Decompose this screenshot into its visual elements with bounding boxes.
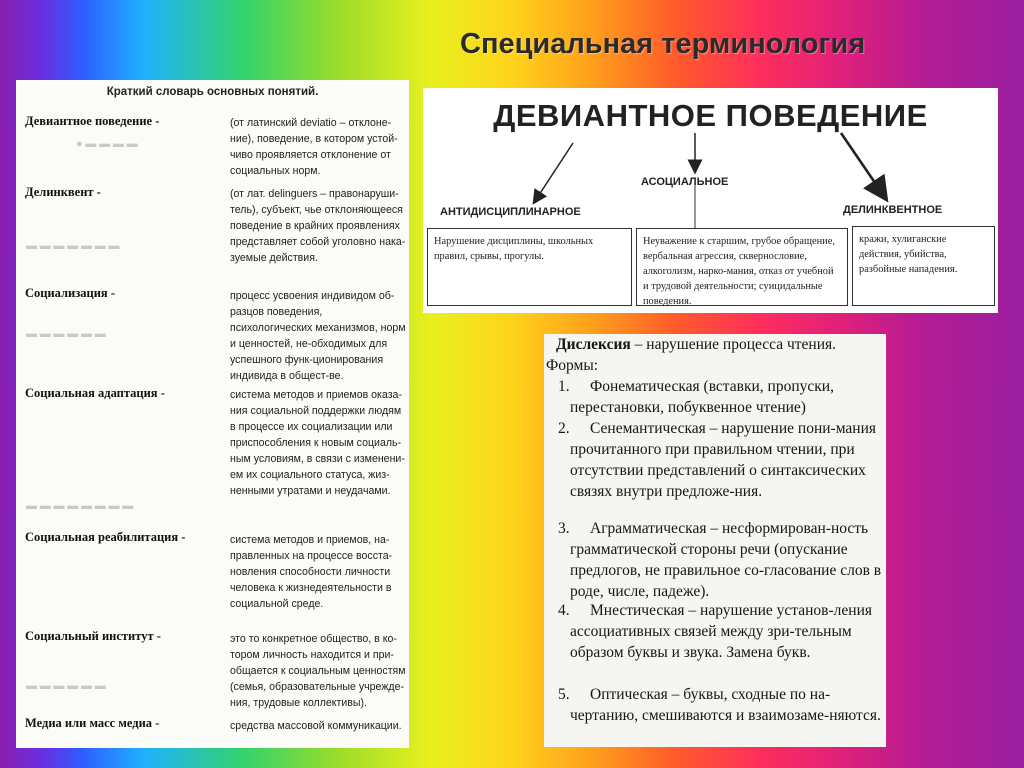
category-antidisciplinary: АНТИДИСЦИПЛИНАРНОЕ — [440, 206, 581, 218]
dyslexia-definition: – нарушение процесса чтения. — [630, 336, 837, 353]
glossary-definition: система методов и приемов, на-правленных на процессе восста-новления способности личности человека к жизнедеятельности в социальной среде. — [230, 534, 393, 610]
antidisciplinary-description: Нарушение дисциплины, школьных правил, срывы, прогулы. — [427, 228, 632, 306]
glossary-definition: это то конкретное общество, в ко-тором личность находится и при-общается к социальным ценностям (семья, образовательные учрежде-ния, трудовые коллективы). — [230, 633, 406, 709]
arrow-to-delinquent — [841, 133, 884, 196]
glossary-term: Социальная реабилитация - — [25, 530, 186, 544]
form-text: Фонематическая (вставки, пропуски, перестановки, побуквенное чтение) — [570, 378, 834, 416]
form-text: Оптическая – буквы, сходные по на-чертанию, смешиваются и взаимозаме-няются. — [570, 686, 881, 724]
asocial-description: Неуважение к старшим, грубое обращение, вербальная агрессия, сквернословие, алкоголизм, нарко-мания, отказ от учебной и трудовой деятельности; суицидальные поведения. — [636, 228, 848, 306]
glossary-panel — [16, 80, 409, 748]
dyslexia-form-item — [558, 684, 884, 726]
glossary-term: Делинквент - — [25, 185, 101, 199]
dyslexia-form-item — [558, 518, 884, 602]
bleed-through-text: ▬ ▬ ▬ ▬ ▬ ▬ — [26, 680, 106, 692]
form-text: Мнестическая – нарушение установ-ления ассоциативных связей между зри-тельным образом буквы и звука. Замена букв. — [570, 602, 872, 661]
forms-label: Формы: — [546, 357, 599, 374]
glossary-term: Социальная адаптация - — [25, 386, 165, 400]
dyslexia-form-item — [558, 600, 884, 663]
bleed-through-text: ● ▬ ▬ ▬ ▬ — [76, 138, 138, 150]
form-text: Аграмматическая – несформирован-ность грамматической стороны речи (опускание предлогов, не правильное со-гласование слов в роде, числе, падеже). — [570, 520, 882, 600]
dyslexia-form-item — [558, 418, 884, 502]
glossary-definition: процесс усвоения индивидом об-разцов поведения, психологических механизмов, норм и ценностей, не-обходимых для успешного функ-ционирования индивида в общест-ве. — [230, 290, 406, 382]
dyslexia-heading — [556, 336, 886, 354]
bleed-through-text: ▬ ▬ ▬ ▬ ▬ ▬ ▬ — [26, 240, 120, 252]
diagram-title: ДЕВИАНТНОЕ ПОВЕДЕНИЕ — [493, 98, 928, 133]
bleed-through-text: ▬ ▬ ▬ ▬ ▬ ▬ — [26, 328, 106, 340]
form-number: 4. — [558, 602, 570, 619]
category-delinquent: ДЕЛИНКВЕНТНОЕ — [843, 204, 943, 216]
glossary-definition: средства массовой коммуникации. — [230, 720, 402, 732]
dyslexia-term: Дислексия — [556, 336, 631, 353]
form-text: Сенемантическая – нарушение пони-мания прочитанного при правильном чтении, при отсутствии представлений о синтаксических связях внутри предложе-ния. — [570, 420, 877, 500]
form-number: 3. — [558, 520, 570, 537]
form-number: 2. — [558, 420, 570, 437]
dyslexia-form-item — [558, 376, 884, 418]
glossary-term: Социализация - — [25, 286, 115, 300]
glossary-definition: (от латинский deviatio – отклоне-ние), поведение, в котором устой-чиво проявляется отклонение от социальных норм. — [230, 117, 398, 177]
slide-title: Специальная терминология — [460, 28, 866, 60]
glossary-definition: (от лат. delinguers – правонаруши-тель), субъект, чье отклоняющееся поведение в крайних проявлениях представляет собой уголовно нака-зуемые действия. — [230, 188, 406, 264]
form-number: 1. — [558, 378, 570, 395]
form-number: 5. — [558, 686, 570, 703]
dyslexia-panel — [544, 334, 886, 747]
deviant-behavior-diagram — [423, 88, 998, 313]
glossary-term: Медиа или масс медиа - — [25, 716, 160, 730]
glossary-term: Социальный институт - — [25, 629, 161, 643]
bleed-through-text: ▬ ▬ ▬ ▬ ▬ ▬ ▬ ▬ — [26, 500, 134, 512]
glossary-title: Краткий словарь основных понятий. — [106, 86, 319, 98]
delinquent-description: кражи, хулиганские действия, убийства, разбойные нападения. — [852, 226, 995, 306]
glossary-term: Девиантное поведение - — [25, 114, 160, 128]
glossary-definition: система методов и приемов оказа-ния социальной поддержки людям в процессе их социализации или приспособления к новым социаль-ным условиям, в связи с изменени-ем их социального статуса, жиз-ненными утратами и неудачами. — [230, 389, 405, 497]
category-asocial: АСОЦИАЛЬНОЕ — [641, 176, 729, 188]
arrow-to-antidisciplinary — [535, 143, 573, 201]
